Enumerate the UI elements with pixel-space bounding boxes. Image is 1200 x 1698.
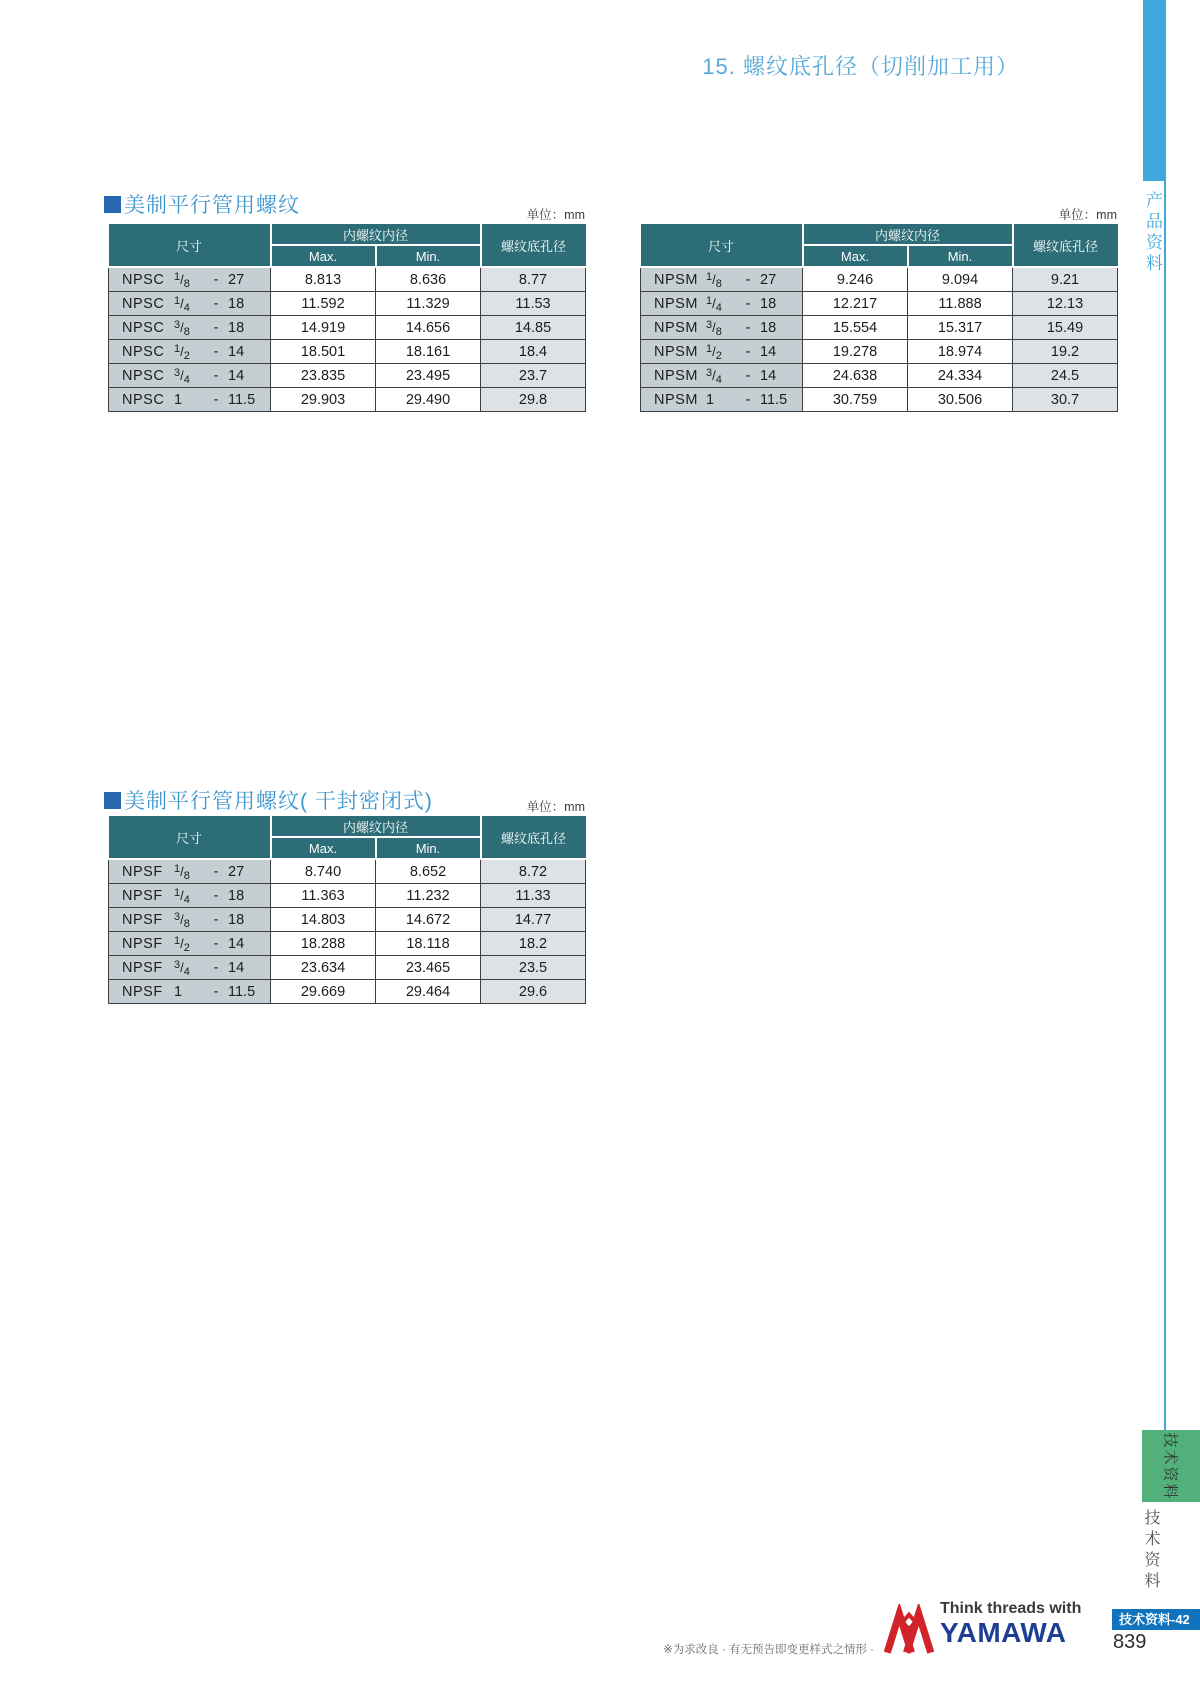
thread-series: NPSM bbox=[654, 343, 698, 360]
max-header: Max. bbox=[271, 837, 376, 859]
npsc-table bbox=[108, 224, 585, 412]
max-cell: 23.634 bbox=[271, 956, 376, 980]
threads-per-inch: 18 bbox=[228, 319, 245, 336]
table-row bbox=[641, 364, 1118, 388]
min-cell: 9.094 bbox=[908, 267, 1013, 292]
pilot-cell: 14.85 bbox=[481, 316, 586, 340]
table-row bbox=[109, 932, 586, 956]
threads-per-inch: 14 bbox=[228, 935, 245, 952]
pilot-cell: 23.5 bbox=[481, 956, 586, 980]
table-row bbox=[641, 316, 1118, 340]
size-cell: NPSM 1 - 11.5 bbox=[641, 388, 803, 412]
table-row bbox=[109, 340, 586, 364]
table-row bbox=[109, 980, 586, 1004]
table-row bbox=[109, 267, 586, 292]
threads-per-inch: 14 bbox=[228, 367, 245, 384]
size-cell: NPSF 1 - 11.5 bbox=[109, 980, 271, 1004]
thread-series: NPSC bbox=[122, 319, 165, 336]
table-row bbox=[641, 340, 1118, 364]
footer-disclaimer: ※为求改良 · 有无预告即变更样式之情形 · bbox=[663, 1644, 874, 1656]
pilot-cell: 12.13 bbox=[1013, 292, 1118, 316]
max-cell: 19.278 bbox=[803, 340, 908, 364]
min-cell: 11.888 bbox=[908, 292, 1013, 316]
thread-series: NPSC bbox=[122, 271, 165, 288]
min-cell: 24.334 bbox=[908, 364, 1013, 388]
size-header: 尺寸 bbox=[109, 224, 271, 267]
size-cell: NPSC $^3/_8$ - 18 bbox=[109, 316, 271, 340]
max-cell: 11.592 bbox=[271, 292, 376, 316]
threads-per-inch: 18 bbox=[228, 887, 245, 904]
pilot-cell: 15.49 bbox=[1013, 316, 1118, 340]
size-fraction: $^1/_8$ bbox=[174, 270, 190, 290]
max-header: Max. bbox=[803, 245, 908, 267]
size-whole-number: 1 bbox=[174, 391, 183, 408]
size-cell: NPSF $^1/_4$ - 18 bbox=[109, 884, 271, 908]
size-cell: NPSM $^3/_4$ - 14 bbox=[641, 364, 803, 388]
size-cell: NPSF $^3/_4$ - 14 bbox=[109, 956, 271, 980]
thread-series: NPSF bbox=[122, 983, 163, 1000]
max-cell: 29.669 bbox=[271, 980, 376, 1004]
min-cell: 11.329 bbox=[376, 292, 481, 316]
page-number: 839 bbox=[1113, 1631, 1147, 1653]
size-cell: NPSC 1 - 11.5 bbox=[109, 388, 271, 412]
yamawa-logo-text bbox=[940, 1600, 1090, 1649]
pilot-hole-header: 螺纹底孔径 bbox=[481, 816, 586, 859]
pilot-cell: 24.5 bbox=[1013, 364, 1118, 388]
min-header: Min. bbox=[376, 837, 481, 859]
size-fraction: $^1/_4$ bbox=[706, 294, 722, 314]
thread-series: NPSM bbox=[654, 271, 698, 288]
size-fraction: $^1/_8$ bbox=[174, 862, 190, 882]
table-row bbox=[109, 292, 586, 316]
npsf-table-block bbox=[108, 797, 585, 1004]
pilot-cell: 30.7 bbox=[1013, 388, 1118, 412]
size-fraction: $^3/_4$ bbox=[706, 366, 722, 386]
size-fraction: $^3/_8$ bbox=[706, 318, 722, 338]
unit-label: 单位：mm bbox=[526, 800, 585, 814]
pilot-cell: 29.8 bbox=[481, 388, 586, 412]
size-fraction: $^1/_2$ bbox=[174, 934, 190, 954]
threads-per-inch: 18 bbox=[228, 295, 245, 312]
page-title: 15. 螺纹底孔径（切削加工用） bbox=[702, 54, 1019, 79]
thread-series: NPSC bbox=[122, 391, 165, 408]
spec-table bbox=[108, 816, 586, 1004]
thread-series: NPSC bbox=[122, 367, 165, 384]
pilot-hole-header: 螺纹底孔径 bbox=[1013, 224, 1118, 267]
size-cell: NPSM $^1/_2$ - 14 bbox=[641, 340, 803, 364]
size-fraction: $^1/_2$ bbox=[174, 342, 190, 362]
pilot-cell: 19.2 bbox=[1013, 340, 1118, 364]
max-cell: 23.835 bbox=[271, 364, 376, 388]
inner-diameter-header: 内螺纹内径 bbox=[803, 224, 1013, 245]
max-cell: 18.288 bbox=[271, 932, 376, 956]
product-data-tab-bar bbox=[1143, 0, 1166, 181]
max-cell: 29.903 bbox=[271, 388, 376, 412]
min-cell: 29.490 bbox=[376, 388, 481, 412]
max-cell: 14.803 bbox=[271, 908, 376, 932]
min-cell: 30.506 bbox=[908, 388, 1013, 412]
thread-series: NPSM bbox=[654, 319, 698, 336]
thread-series: NPSF bbox=[122, 959, 163, 976]
pilot-cell: 11.33 bbox=[481, 884, 586, 908]
size-cell: NPSF $^1/_8$ - 27 bbox=[109, 859, 271, 884]
min-header: Min. bbox=[908, 245, 1013, 267]
threads-per-inch: 18 bbox=[228, 911, 245, 928]
size-fraction: $^1/_2$ bbox=[706, 342, 722, 362]
rail-label-product-data: 产品资料 bbox=[1143, 191, 1162, 275]
unit-label: 单位：mm bbox=[1058, 208, 1117, 222]
table-row bbox=[109, 956, 586, 980]
min-cell: 8.652 bbox=[376, 859, 481, 884]
thread-series: NPSM bbox=[654, 367, 698, 384]
section-title-text: 美制平行管用螺纹( 干封密闭式) bbox=[124, 790, 433, 813]
thread-series: NPSF bbox=[122, 935, 163, 952]
table-row bbox=[109, 884, 586, 908]
npsc-table-block bbox=[108, 205, 585, 412]
spec-table bbox=[108, 224, 586, 412]
thread-series: NPSC bbox=[122, 343, 165, 360]
table-row bbox=[641, 292, 1118, 316]
unit-label: 单位：mm bbox=[526, 208, 585, 222]
table-row bbox=[641, 388, 1118, 412]
rail-label-technical-data: 技术资料 bbox=[1142, 1509, 1159, 1593]
thread-series: NPSM bbox=[654, 391, 698, 408]
threads-per-inch: 18 bbox=[760, 319, 777, 336]
pilot-cell: 18.2 bbox=[481, 932, 586, 956]
npsm-table bbox=[640, 224, 1117, 412]
thread-series: NPSF bbox=[122, 911, 163, 928]
yamawa-logo-icon bbox=[884, 1604, 934, 1661]
size-cell: NPSC $^1/_2$ - 14 bbox=[109, 340, 271, 364]
spec-table bbox=[640, 224, 1118, 412]
min-cell: 14.672 bbox=[376, 908, 481, 932]
section-title-text: 美制平行管用螺纹 bbox=[124, 194, 300, 217]
table-row bbox=[109, 364, 586, 388]
rail-divider-line bbox=[1164, 181, 1166, 1430]
npsm-table-block bbox=[640, 205, 1117, 412]
size-cell: NPSF $^1/_2$ - 14 bbox=[109, 932, 271, 956]
size-cell: NPSM $^1/_4$ - 18 bbox=[641, 292, 803, 316]
min-cell: 18.118 bbox=[376, 932, 481, 956]
thread-series: NPSC bbox=[122, 295, 165, 312]
table-row bbox=[109, 388, 586, 412]
min-cell: 18.974 bbox=[908, 340, 1013, 364]
logo-brand: YAMAWA bbox=[940, 1617, 1067, 1648]
max-cell: 9.246 bbox=[803, 267, 908, 292]
min-cell: 23.495 bbox=[376, 364, 481, 388]
pilot-hole-header: 螺纹底孔径 bbox=[481, 224, 586, 267]
pilot-cell: 8.72 bbox=[481, 859, 586, 884]
size-fraction: $^3/_8$ bbox=[174, 318, 190, 338]
max-cell: 15.554 bbox=[803, 316, 908, 340]
min-cell: 15.317 bbox=[908, 316, 1013, 340]
size-whole-number: 1 bbox=[174, 983, 183, 1000]
table-row bbox=[109, 316, 586, 340]
min-cell: 11.232 bbox=[376, 884, 481, 908]
pilot-cell: 18.4 bbox=[481, 340, 586, 364]
pilot-cell: 9.21 bbox=[1013, 267, 1118, 292]
thread-series: NPSF bbox=[122, 887, 163, 904]
min-header: Min. bbox=[376, 245, 481, 267]
size-cell: NPSC $^1/_4$ - 18 bbox=[109, 292, 271, 316]
size-header: 尺寸 bbox=[641, 224, 803, 267]
min-cell: 14.656 bbox=[376, 316, 481, 340]
size-whole-number: 1 bbox=[706, 391, 715, 408]
size-fraction: $^3/_4$ bbox=[174, 366, 190, 386]
inner-diameter-header: 内螺纹内径 bbox=[271, 816, 481, 837]
max-cell: 11.363 bbox=[271, 884, 376, 908]
table-row bbox=[109, 908, 586, 932]
footer-section-badge: 技术资料-42 bbox=[1112, 1609, 1200, 1630]
size-cell: NPSC $^1/_8$ - 27 bbox=[109, 267, 271, 292]
threads-per-inch: 14 bbox=[228, 959, 245, 976]
technical-data-tab-label: 技术资料 bbox=[1161, 1431, 1179, 1501]
size-cell: NPSF $^3/_8$ - 18 bbox=[109, 908, 271, 932]
threads-per-inch: 18 bbox=[760, 295, 777, 312]
thread-series: NPSM bbox=[654, 295, 698, 312]
pilot-cell: 11.53 bbox=[481, 292, 586, 316]
table-row bbox=[109, 859, 586, 884]
size-fraction: $^1/_8$ bbox=[706, 270, 722, 290]
min-cell: 23.465 bbox=[376, 956, 481, 980]
table-row bbox=[641, 267, 1118, 292]
max-cell: 14.919 bbox=[271, 316, 376, 340]
threads-per-inch: 14 bbox=[760, 367, 777, 384]
size-cell: NPSC $^3/_4$ - 14 bbox=[109, 364, 271, 388]
technical-data-tab bbox=[1142, 1430, 1200, 1502]
max-cell: 8.813 bbox=[271, 267, 376, 292]
max-cell: 12.217 bbox=[803, 292, 908, 316]
pilot-cell: 8.77 bbox=[481, 267, 586, 292]
pilot-cell: 14.77 bbox=[481, 908, 586, 932]
size-cell: NPSM $^1/_8$ - 27 bbox=[641, 267, 803, 292]
threads-per-inch: 11.5 bbox=[228, 391, 256, 408]
size-header: 尺寸 bbox=[109, 816, 271, 859]
size-fraction: $^1/_4$ bbox=[174, 294, 190, 314]
threads-per-inch: 14 bbox=[760, 343, 777, 360]
max-cell: 8.740 bbox=[271, 859, 376, 884]
size-cell: NPSM $^3/_8$ - 18 bbox=[641, 316, 803, 340]
max-header: Max. bbox=[271, 245, 376, 267]
min-cell: 29.464 bbox=[376, 980, 481, 1004]
thread-series: NPSF bbox=[122, 863, 163, 880]
threads-per-inch: 27 bbox=[228, 863, 245, 880]
inner-diameter-header: 内螺纹内径 bbox=[271, 224, 481, 245]
npsf-table bbox=[108, 816, 585, 1004]
threads-per-inch: 27 bbox=[228, 271, 245, 288]
threads-per-inch: 11.5 bbox=[760, 391, 788, 408]
logo-tagline: Think threads with bbox=[940, 1600, 1082, 1617]
size-fraction: $^3/_4$ bbox=[174, 958, 190, 978]
threads-per-inch: 27 bbox=[760, 271, 777, 288]
threads-per-inch: 14 bbox=[228, 343, 245, 360]
max-cell: 30.759 bbox=[803, 388, 908, 412]
pilot-cell: 23.7 bbox=[481, 364, 586, 388]
size-fraction: $^3/_8$ bbox=[174, 910, 190, 930]
threads-per-inch: 11.5 bbox=[228, 983, 256, 1000]
max-cell: 18.501 bbox=[271, 340, 376, 364]
min-cell: 8.636 bbox=[376, 267, 481, 292]
min-cell: 18.161 bbox=[376, 340, 481, 364]
pilot-cell: 29.6 bbox=[481, 980, 586, 1004]
max-cell: 24.638 bbox=[803, 364, 908, 388]
size-fraction: $^1/_4$ bbox=[174, 886, 190, 906]
